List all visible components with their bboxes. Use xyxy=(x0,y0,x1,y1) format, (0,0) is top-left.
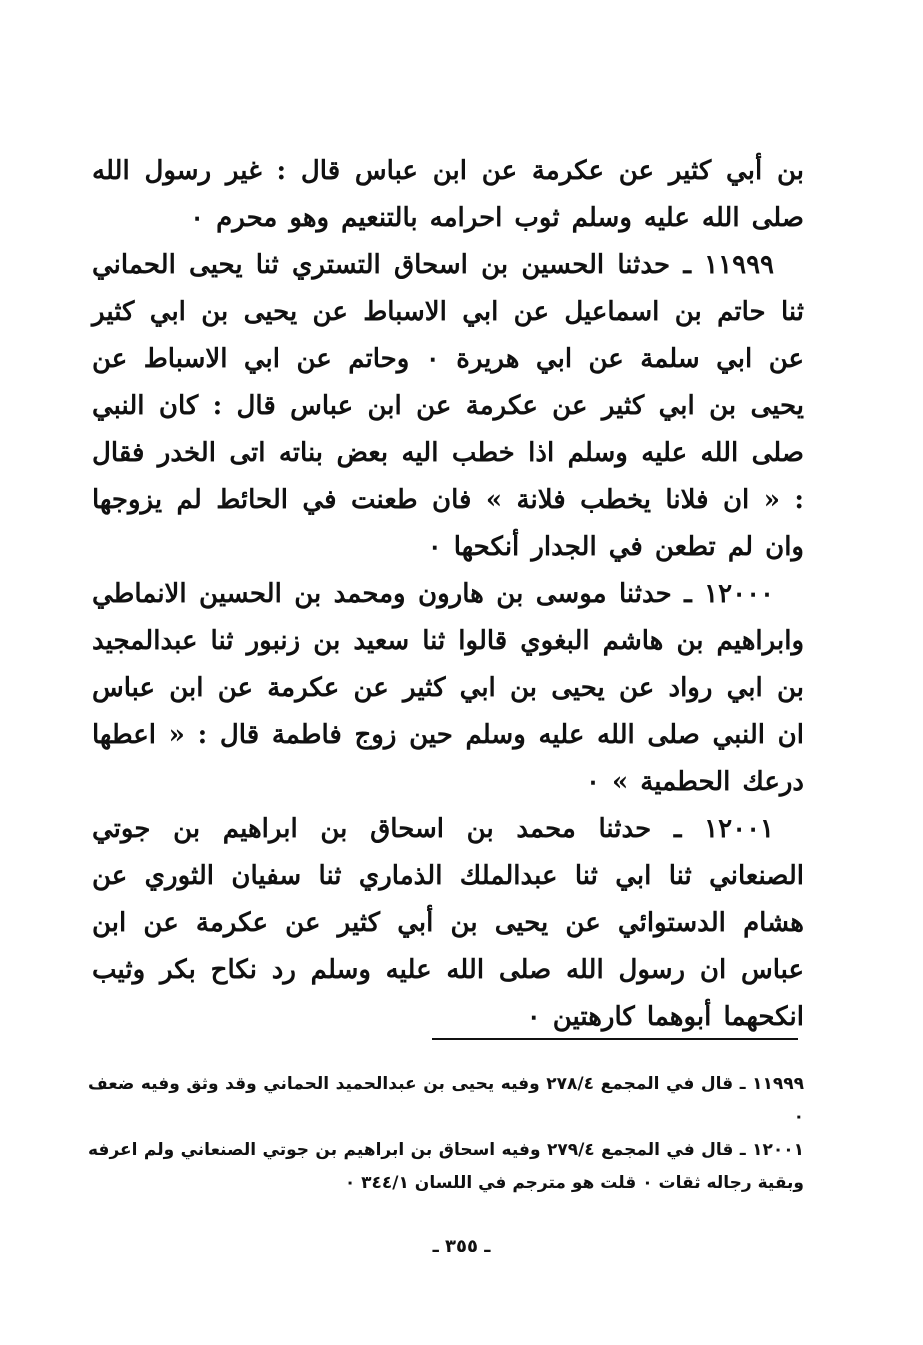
footnotes xyxy=(88,1068,804,1200)
paragraph-continuation: بن أبي كثير عن عكرمة عن ابن عباس قال : غير رسول الله صلى الله عليه وسلم ثوب احرامه بالتنعيم وهو محرم ٠ xyxy=(92,156,804,233)
hadith-12001: ١٢٠٠١ ـ حدثنا محمد بن اسحاق بن ابراهيم بن جوتي الصنعاني ثنا ابي ثنا عبدالملك الذماري ثنا سفيان الثوري عن هشام الدستوائي عن يحيى بن أبي كثير عن عكرمة عن ابن عباس ان رسول الله صلى الله عليه وسلم رد نكاح بكر وثيب انكحهما أبوهما كارهتين ٠ xyxy=(92,814,804,1032)
footnote-separator xyxy=(432,1038,798,1040)
page-number: ـ ٣٥٥ ـ xyxy=(432,1236,491,1257)
main-text xyxy=(92,148,804,1041)
hadith-12000: ١٢٠٠٠ ـ حدثنا موسى بن هارون ومحمد بن الحسين الانماطي وابراهيم بن هاشم البغوي قالوا ثنا سعيد بن زنبور ثنا عبدالمجيد بن ابي رواد عن يحيى بن ابي كثير عن عكرمة عن ابن عباس ان النبي صلى الله عليه وسلم حين زوج فاطمة قال : « اعطها درعك الحطمية » ٠ xyxy=(92,579,804,797)
footnote-12001: ١٢٠٠١ ـ قال في المجمع ٢٧٩/٤ وفيه اسحاق بن ابراهيم بن جوتي الصنعاني ولم اعرفه وبقية رجاله ثقات ٠ قلت هو مترجم في اللسان ٣٤٤/١ ٠ xyxy=(88,1140,804,1193)
footnote-11999: ١١٩٩٩ ـ قال في المجمع ٢٧٨/٤ وفيه يحيى بن عبدالحميد الحماني وقد وثق وفيه ضعف ٠ xyxy=(88,1074,804,1127)
hadith-11999: ١١٩٩٩ ـ حدثنا الحسين بن اسحاق التستري ثنا يحيى الحماني ثنا حاتم بن اسماعيل عن ابي الاسباط عن يحيى بن ابي كثير عن ابي سلمة عن ابي هريرة ٠ وحاتم عن ابي الاسباط عن يحيى بن ابي كثير عن عكرمة عن ابن عباس قال : كان النبي صلى الله عليه وسلم اذا خطب اليه بعض بناته اتى الخدر فقال : « ان فلانا يخطب فلانة » فان طعنت في الحائط لم يزوجها وان لم تطعن في الجدار أنكحها ٠ xyxy=(92,250,804,562)
